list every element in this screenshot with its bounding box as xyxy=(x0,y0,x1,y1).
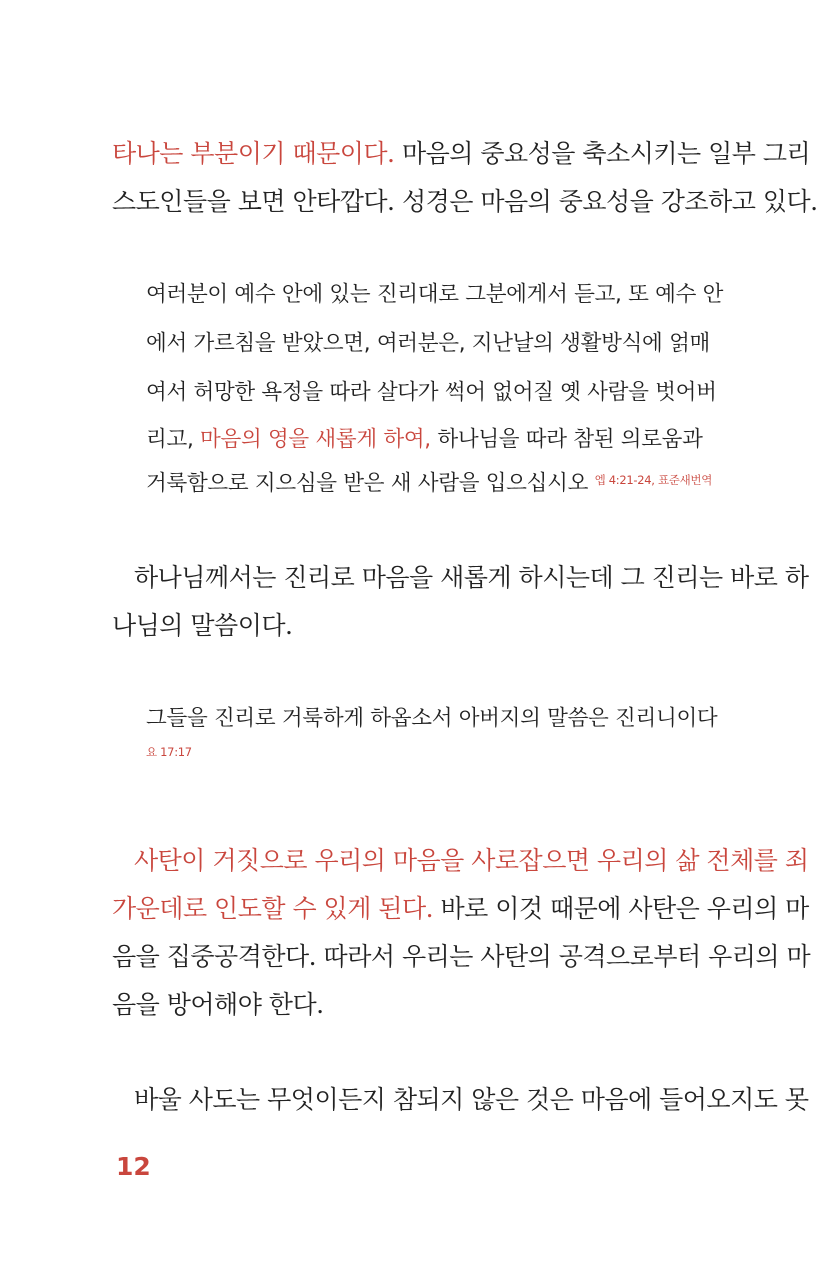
quote-text: 하나님을 따라 참된 의로움과 xyxy=(430,427,703,452)
paragraph-1-line-2: 스도인들을 보면 안타깝다. 성경은 마음의 중요성을 강조하고 있다. xyxy=(112,187,818,216)
paragraph-3-line-4: 음을 방어해야 한다. xyxy=(112,990,324,1019)
highlight-text: 타나는 부분이기 때문이다. xyxy=(112,139,395,168)
paragraph-3-line-1: 사탄이 거짓으로 우리의 마음을 사로잡으면 우리의 삶 전체를 죄 xyxy=(134,846,809,875)
quote-1-line-2: 에서 가르침을 받았으면, 여러분은, 지난날의 생활방식에 얽매 xyxy=(146,331,711,356)
highlight-text: 가운데로 인도할 수 있게 된다. xyxy=(112,894,434,923)
highlight-text: 마음의 영을 새롭게 하여, xyxy=(200,427,431,452)
quote-1-line-3: 여서 허망한 욕정을 따라 살다가 썩어 없어질 옛 사람을 벗어버 xyxy=(146,380,717,405)
page-number: 12 xyxy=(116,1152,151,1181)
quote-1-line-5 xyxy=(146,466,712,497)
paragraph-2-line-2: 나님의 말씀이다. xyxy=(112,611,293,640)
paragraph-4-line-1: 바울 사도는 무엇이든지 참되지 않은 것은 마음에 들어오지도 못 xyxy=(134,1085,809,1114)
paragraph-3-line-3: 음을 집중공격한다. 따라서 우리는 사탄의 공격으로부터 우리의 마 xyxy=(112,942,811,971)
bible-reference: 요 17:17 xyxy=(146,745,192,759)
paragraph-2-line-1: 하나님께서는 진리로 마음을 새롭게 하시는데 그 진리는 바로 하 xyxy=(134,563,809,592)
paragraph-3-line-2 xyxy=(112,889,809,925)
bible-reference: 엡 4:21-24, 표준새번역 xyxy=(594,473,713,487)
paragraph-1-line-1 xyxy=(112,134,810,170)
quote-text: 거룩함으로 지으심을 받은 새 사람을 입으십시오 xyxy=(146,471,589,496)
quote-text: 리고, xyxy=(146,427,201,452)
quote-1-line-4 xyxy=(146,422,703,453)
body-text: 마음의 중요성을 축소시키는 일부 그리 xyxy=(394,139,811,168)
body-text: 바로 이것 때문에 사탄은 우리의 마 xyxy=(433,894,809,923)
quote-2-line-1: 그들을 진리로 거룩하게 하옵소서 아버지의 말씀은 진리니이다 xyxy=(146,706,718,731)
quote-1-line-1: 여러분이 예수 안에 있는 진리대로 그분에게서 듣고, 또 예수 안 xyxy=(146,282,724,307)
